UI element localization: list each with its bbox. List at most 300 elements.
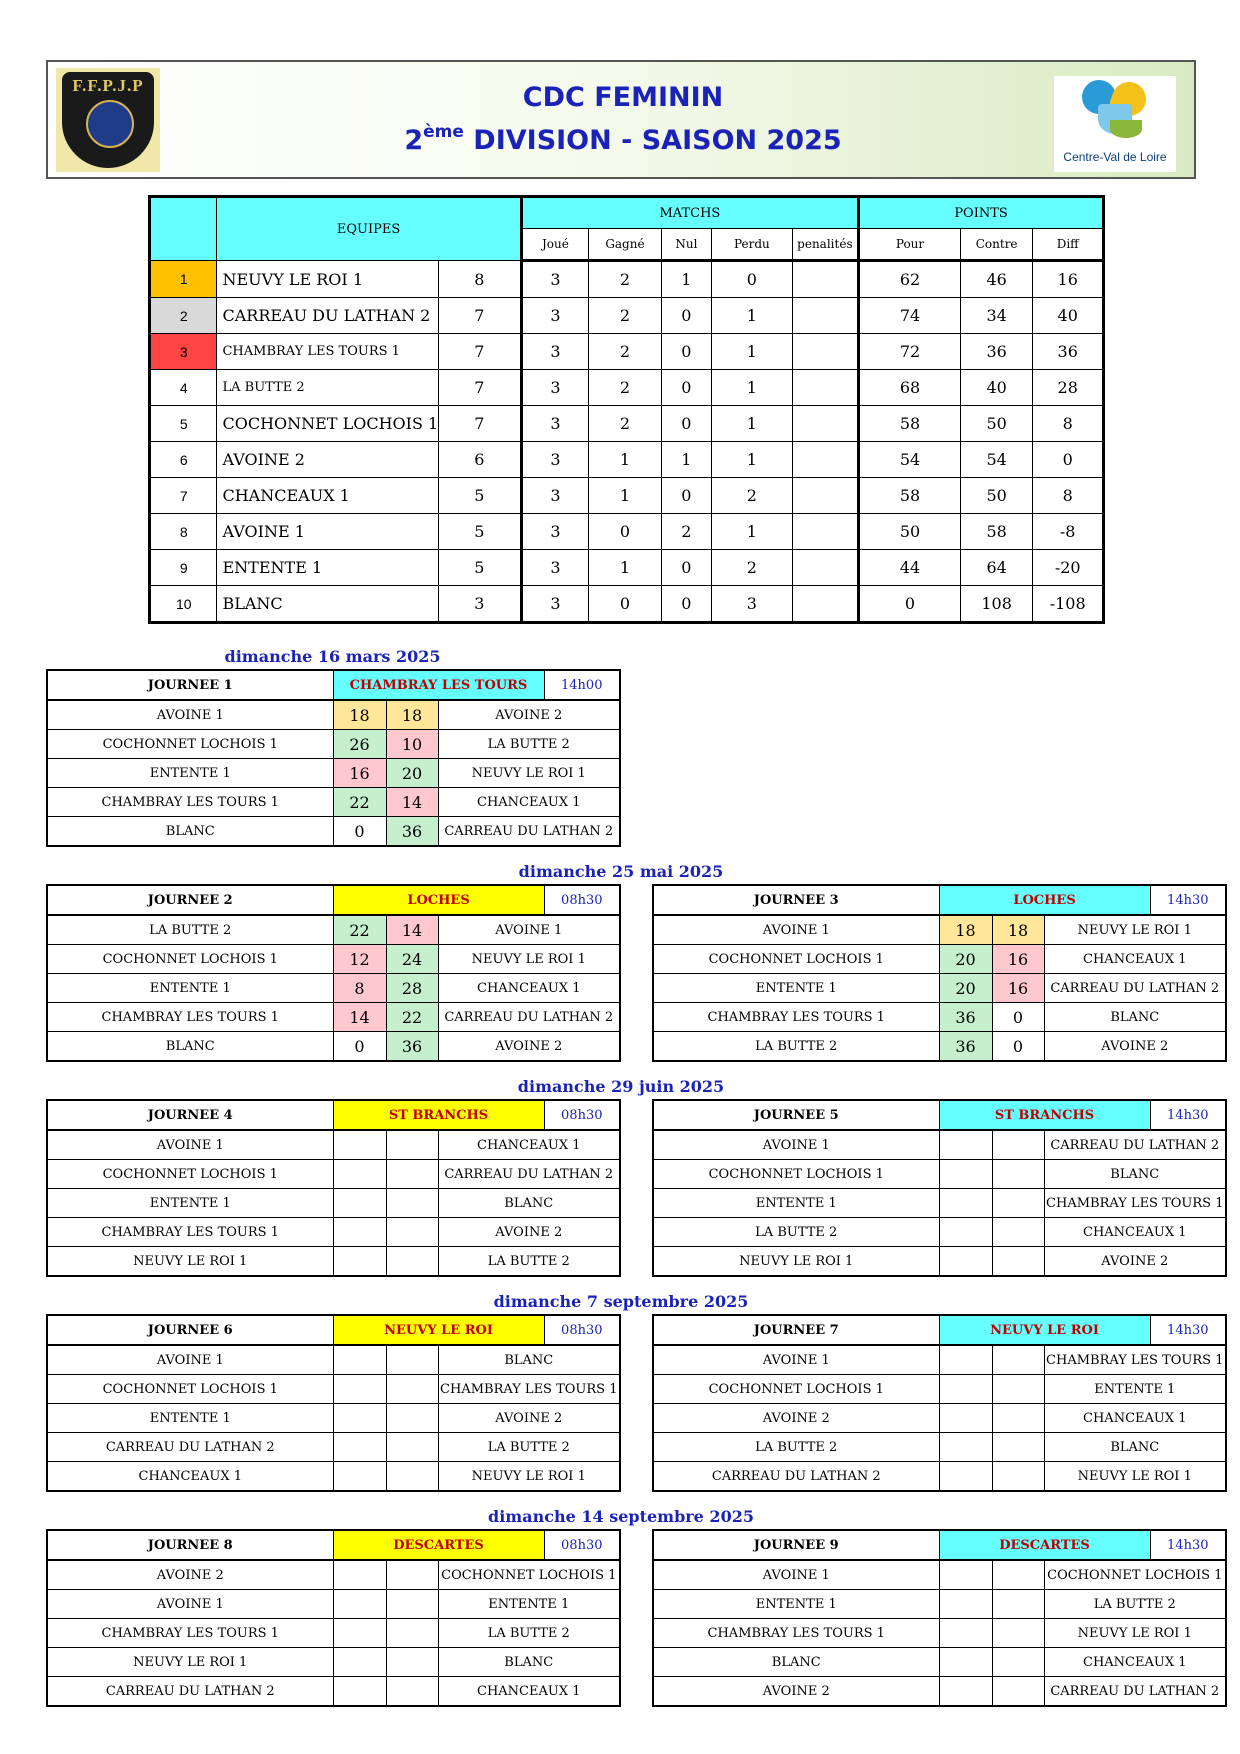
home-team: COCHONNET LOCHOIS 1: [47, 1375, 333, 1404]
home-score: [333, 1345, 386, 1375]
gagne-cell: 1: [589, 478, 662, 514]
away-score: 36: [386, 1032, 438, 1062]
match-row: [47, 1619, 620, 1648]
perdu-cell: 1: [712, 406, 793, 442]
match-row: [653, 1560, 1226, 1590]
journee-title: JOURNEE 3: [653, 885, 939, 915]
rank-cell: 2: [150, 298, 217, 334]
match-row: [653, 1648, 1226, 1677]
home-team: CARREAU DU LATHAN 2: [47, 1677, 333, 1707]
diff-cell: 8: [1033, 478, 1104, 514]
joue-cell: 3: [521, 298, 588, 334]
team-points-cell: 7: [439, 298, 522, 334]
home-team: AVOINE 1: [47, 1345, 333, 1375]
nul-header: Nul: [661, 229, 711, 261]
diff-cell: 16: [1033, 261, 1104, 298]
team-points-cell: 6: [439, 442, 522, 478]
journee-title: JOURNEE 4: [47, 1100, 333, 1130]
home-score: [939, 1189, 992, 1218]
away-team: COCHONNET LOCHOIS 1: [1044, 1560, 1226, 1590]
home-team: COCHONNET LOCHOIS 1: [47, 945, 333, 974]
home-score: [939, 1560, 992, 1590]
away-score: [992, 1130, 1044, 1160]
home-team: AVOINE 2: [653, 1404, 939, 1433]
perdu-cell: 2: [712, 550, 793, 586]
rank-cell: 4: [150, 370, 217, 406]
away-score: [386, 1433, 438, 1462]
away-score: 28: [386, 974, 438, 1003]
team-name-cell: ENTENTE 1: [217, 550, 439, 586]
match-row: [653, 1130, 1226, 1160]
home-score: [939, 1345, 992, 1375]
match-row: [47, 945, 620, 974]
away-score: [992, 1433, 1044, 1462]
away-team: AVOINE 2: [438, 1032, 620, 1062]
away-team: CARREAU DU LATHAN 2: [1044, 1130, 1226, 1160]
joue-cell: 3: [521, 550, 588, 586]
journee-time: 08h30: [544, 885, 620, 915]
team-name-cell: BLANC: [217, 586, 439, 623]
team-name-cell: LA BUTTE 2: [217, 370, 439, 406]
journee-header-row: [47, 1315, 620, 1345]
penalites-cell: [792, 298, 859, 334]
match-row: [653, 915, 1226, 945]
home-score: [333, 1619, 386, 1648]
team-points-cell: 3: [439, 586, 522, 623]
home-team: LA BUTTE 2: [47, 915, 333, 945]
home-team: BLANC: [47, 817, 333, 847]
standings-row: [150, 370, 1104, 406]
home-score: 20: [939, 945, 992, 974]
home-team: BLANC: [47, 1032, 333, 1062]
away-team: LA BUTTE 2: [438, 1619, 620, 1648]
home-team: ENTENTE 1: [47, 1404, 333, 1433]
home-score: 16: [333, 759, 386, 788]
away-team: AVOINE 2: [438, 700, 620, 730]
journee-title: JOURNEE 7: [653, 1315, 939, 1345]
home-score: 0: [333, 1032, 386, 1062]
diff-cell: 28: [1033, 370, 1104, 406]
home-team: AVOINE 2: [653, 1677, 939, 1707]
pour-cell: 50: [859, 514, 961, 550]
away-score: [386, 1247, 438, 1277]
pour-cell: 54: [859, 442, 961, 478]
match-row: [653, 1375, 1226, 1404]
gagne-header: Gagné: [589, 229, 662, 261]
home-score: 36: [939, 1003, 992, 1032]
journee-table-9: [652, 1529, 1227, 1707]
match-row: [47, 1462, 620, 1492]
home-score: [939, 1619, 992, 1648]
team-name-cell: CARREAU DU LATHAN 2: [217, 298, 439, 334]
home-score: 14: [333, 1003, 386, 1032]
journee-header-row: [47, 670, 620, 700]
penalites-header: penalités: [792, 229, 859, 261]
rank-cell: 1: [150, 261, 217, 298]
journee-title: JOURNEE 1: [47, 670, 333, 700]
equipes-header: EQUIPES: [217, 197, 521, 261]
journee-title: JOURNEE 9: [653, 1530, 939, 1560]
away-score: [386, 1218, 438, 1247]
journee-header-row: [47, 1100, 620, 1130]
standings-row: [150, 478, 1104, 514]
home-score: [333, 1160, 386, 1189]
journee-header-row: [653, 1530, 1226, 1560]
penalites-cell: [792, 442, 859, 478]
journee-header-row: [653, 885, 1226, 915]
gagne-cell: 0: [589, 586, 662, 623]
home-score: [939, 1462, 992, 1492]
away-score: [992, 1345, 1044, 1375]
match-row: [653, 1433, 1226, 1462]
contre-cell: 46: [960, 261, 1033, 298]
contre-cell: 40: [960, 370, 1033, 406]
journee-table-7: [652, 1314, 1227, 1492]
journee-venue: LOCHES: [333, 885, 544, 915]
team-points-cell: 5: [439, 550, 522, 586]
contre-cell: 54: [960, 442, 1033, 478]
team-points-cell: 7: [439, 370, 522, 406]
home-score: 22: [333, 788, 386, 817]
away-team: CHAMBRAY LES TOURS 1: [438, 1375, 620, 1404]
away-score: 22: [386, 1003, 438, 1032]
home-team: CARREAU DU LATHAN 2: [653, 1462, 939, 1492]
away-score: [386, 1130, 438, 1160]
journee-time: 14h00: [544, 670, 620, 700]
journee-time: 08h30: [544, 1100, 620, 1130]
rank-cell: 3: [150, 334, 217, 370]
rank-cell: 6: [150, 442, 217, 478]
home-team: NEUVY LE ROI 1: [653, 1247, 939, 1277]
home-team: ENTENTE 1: [47, 974, 333, 1003]
match-row: [47, 788, 620, 817]
home-score: 20: [939, 974, 992, 1003]
home-team: COCHONNET LOCHOIS 1: [653, 945, 939, 974]
standings-row: [150, 406, 1104, 442]
joue-header: Joué: [521, 229, 588, 261]
match-row: [653, 1345, 1226, 1375]
perdu-cell: 1: [712, 334, 793, 370]
leaf-green-icon: [1110, 120, 1142, 138]
home-team: COCHONNET LOCHOIS 1: [653, 1375, 939, 1404]
away-score: 16: [992, 974, 1044, 1003]
home-team: LA BUTTE 2: [653, 1433, 939, 1462]
standings-row: [150, 442, 1104, 478]
match-row: [47, 1160, 620, 1189]
away-team: CARREAU DU LATHAN 2: [1044, 974, 1226, 1003]
home-team: AVOINE 1: [47, 700, 333, 730]
penalites-cell: [792, 478, 859, 514]
home-team: BLANC: [653, 1648, 939, 1677]
gagne-cell: 2: [589, 370, 662, 406]
away-score: [386, 1462, 438, 1492]
team-points-cell: 8: [439, 261, 522, 298]
nul-cell: 2: [661, 514, 711, 550]
home-score: [939, 1404, 992, 1433]
away-team: AVOINE 2: [1044, 1247, 1226, 1277]
rank-cell: 10: [150, 586, 217, 623]
match-row: [47, 1433, 620, 1462]
home-team: COCHONNET LOCHOIS 1: [653, 1160, 939, 1189]
home-score: [939, 1648, 992, 1677]
away-team: NEUVY LE ROI 1: [1044, 915, 1226, 945]
home-score: [333, 1462, 386, 1492]
rank-cell: 8: [150, 514, 217, 550]
away-team: NEUVY LE ROI 1: [438, 1462, 620, 1492]
away-team: LA BUTTE 2: [438, 1433, 620, 1462]
contre-cell: 50: [960, 406, 1033, 442]
home-team: CARREAU DU LATHAN 2: [47, 1433, 333, 1462]
away-team: NEUVY LE ROI 1: [438, 759, 620, 788]
away-team: LA BUTTE 2: [438, 730, 620, 759]
home-score: [333, 1375, 386, 1404]
match-row: [653, 945, 1226, 974]
diff-cell: -108: [1033, 586, 1104, 623]
match-row: [47, 817, 620, 847]
diff-cell: 0: [1033, 442, 1104, 478]
match-row: [47, 1130, 620, 1160]
away-score: [992, 1218, 1044, 1247]
away-team: COCHONNET LOCHOIS 1: [438, 1560, 620, 1590]
journee-header-row: [47, 885, 620, 915]
home-team: COCHONNET LOCHOIS 1: [47, 730, 333, 759]
team-name-cell: CHANCEAUX 1: [217, 478, 439, 514]
home-team: CHAMBRAY LES TOURS 1: [47, 1619, 333, 1648]
home-score: [333, 1433, 386, 1462]
team-points-cell: 7: [439, 406, 522, 442]
home-team: CHAMBRAY LES TOURS 1: [47, 1218, 333, 1247]
home-team: CHAMBRAY LES TOURS 1: [47, 1003, 333, 1032]
team-name-cell: AVOINE 2: [217, 442, 439, 478]
journee-venue: NEUVY LE ROI: [939, 1315, 1150, 1345]
away-team: LA BUTTE 2: [438, 1247, 620, 1277]
home-team: ENTENTE 1: [653, 1590, 939, 1619]
joue-cell: 3: [521, 261, 588, 298]
home-score: [333, 1404, 386, 1433]
nul-cell: 0: [661, 334, 711, 370]
nul-cell: 0: [661, 298, 711, 334]
journee-title: JOURNEE 2: [47, 885, 333, 915]
away-score: [386, 1648, 438, 1677]
journee-venue: DESCARTES: [939, 1530, 1150, 1560]
diff-cell: -20: [1033, 550, 1104, 586]
home-team: AVOINE 1: [47, 1130, 333, 1160]
rank-header: [150, 197, 217, 261]
away-team: CHAMBRAY LES TOURS 1: [1044, 1345, 1226, 1375]
journee-title: JOURNEE 6: [47, 1315, 333, 1345]
standings-row: [150, 550, 1104, 586]
away-score: [992, 1404, 1044, 1433]
standings-table: [148, 195, 1105, 624]
journee-header-row: [47, 1530, 620, 1560]
pour-cell: 74: [859, 298, 961, 334]
perdu-cell: 1: [712, 298, 793, 334]
away-team: BLANC: [438, 1189, 620, 1218]
pour-cell: 68: [859, 370, 961, 406]
team-points-cell: 5: [439, 478, 522, 514]
away-score: 20: [386, 759, 438, 788]
home-score: [333, 1677, 386, 1707]
perdu-header: Perdu: [712, 229, 793, 261]
rank-cell: 9: [150, 550, 217, 586]
journee-table-5: [652, 1099, 1227, 1277]
standings-row: [150, 298, 1104, 334]
away-team: BLANC: [1044, 1003, 1226, 1032]
away-team: CHANCEAUX 1: [1044, 1404, 1226, 1433]
home-team: AVOINE 1: [653, 1130, 939, 1160]
nul-cell: 0: [661, 406, 711, 442]
away-score: 0: [992, 1003, 1044, 1032]
home-score: 12: [333, 945, 386, 974]
match-row: [47, 1590, 620, 1619]
diff-cell: 36: [1033, 334, 1104, 370]
match-row: [653, 1003, 1226, 1032]
journee-time: 08h30: [544, 1315, 620, 1345]
away-score: [386, 1677, 438, 1707]
match-row: [47, 1375, 620, 1404]
away-team: NEUVY LE ROI 1: [1044, 1462, 1226, 1492]
away-team: AVOINE 2: [1044, 1032, 1226, 1062]
journee-table-2: [46, 884, 621, 1062]
perdu-cell: 1: [712, 442, 793, 478]
home-team: CHAMBRAY LES TOURS 1: [653, 1003, 939, 1032]
standings-row: [150, 586, 1104, 623]
contre-cell: 50: [960, 478, 1033, 514]
logo-left-text: F.F.P.J.P: [72, 76, 144, 95]
joue-cell: 3: [521, 442, 588, 478]
date-journee-8-9: dimanche 14 septembre 2025: [488, 1507, 754, 1526]
away-team: BLANC: [438, 1648, 620, 1677]
gagne-cell: 2: [589, 406, 662, 442]
home-team: NEUVY LE ROI 1: [47, 1247, 333, 1277]
journee-header-row: [653, 1315, 1226, 1345]
page-title: CDC FEMININ: [522, 82, 724, 113]
away-score: [386, 1189, 438, 1218]
perdu-cell: 1: [712, 370, 793, 406]
home-team: AVOINE 1: [653, 915, 939, 945]
home-score: [939, 1130, 992, 1160]
home-team: ENTENTE 1: [653, 974, 939, 1003]
away-score: [386, 1160, 438, 1189]
gagne-cell: 2: [589, 298, 662, 334]
joue-cell: 3: [521, 478, 588, 514]
joue-cell: 3: [521, 586, 588, 623]
away-score: [992, 1160, 1044, 1189]
home-score: [939, 1375, 992, 1404]
match-row: [47, 974, 620, 1003]
away-team: CARREAU DU LATHAN 2: [1044, 1677, 1226, 1707]
home-score: [939, 1218, 992, 1247]
nul-cell: 0: [661, 550, 711, 586]
home-score: [333, 1648, 386, 1677]
journee-table-8: [46, 1529, 621, 1707]
joue-cell: 3: [521, 406, 588, 442]
nul-cell: 0: [661, 370, 711, 406]
away-team: CHANCEAUX 1: [1044, 1648, 1226, 1677]
journee-venue: CHAMBRAY LES TOURS: [333, 670, 544, 700]
away-score: [386, 1345, 438, 1375]
team-points-cell: 5: [439, 514, 522, 550]
away-score: 18: [386, 700, 438, 730]
nul-cell: 1: [661, 261, 711, 298]
home-score: 22: [333, 915, 386, 945]
date-journee-6-7: dimanche 7 septembre 2025: [493, 1292, 749, 1311]
journee-table-6: [46, 1314, 621, 1492]
date-journee-4-5: dimanche 29 juin 2025: [517, 1077, 725, 1096]
away-team: NEUVY LE ROI 1: [438, 945, 620, 974]
match-row: [653, 974, 1226, 1003]
home-score: [333, 1560, 386, 1590]
region-logo: [1054, 76, 1176, 172]
away-team: ENTENTE 1: [1044, 1375, 1226, 1404]
journee-venue: DESCARTES: [333, 1530, 544, 1560]
away-team: ENTENTE 1: [438, 1590, 620, 1619]
match-row: [47, 1003, 620, 1032]
region-logo-text: Centre-Val de Loire: [1063, 150, 1167, 164]
diff-cell: 8: [1033, 406, 1104, 442]
away-team: BLANC: [1044, 1433, 1226, 1462]
away-score: [386, 1619, 438, 1648]
away-score: 18: [992, 915, 1044, 945]
away-team: BLANC: [1044, 1160, 1226, 1189]
team-name-cell: COCHONNET LOCHOIS 1: [217, 406, 439, 442]
away-team: CHANCEAUX 1: [1044, 1218, 1226, 1247]
home-team: ENTENTE 1: [653, 1189, 939, 1218]
away-score: [992, 1677, 1044, 1707]
home-score: [333, 1247, 386, 1277]
away-score: [992, 1648, 1044, 1677]
page-header: [46, 60, 1196, 179]
team-name-cell: AVOINE 1: [217, 514, 439, 550]
match-row: [47, 1247, 620, 1277]
journee-table-3: [652, 884, 1227, 1062]
match-row: [47, 915, 620, 945]
match-row: [653, 1462, 1226, 1492]
home-score: [333, 1130, 386, 1160]
match-row: [653, 1404, 1226, 1433]
away-score: [386, 1590, 438, 1619]
home-score: [333, 1189, 386, 1218]
contre-cell: 108: [960, 586, 1033, 623]
home-score: 18: [333, 700, 386, 730]
home-team: AVOINE 1: [653, 1560, 939, 1590]
journee-table-1: [46, 669, 621, 847]
away-score: 0: [992, 1032, 1044, 1062]
pour-cell: 72: [859, 334, 961, 370]
home-score: 0: [333, 817, 386, 847]
home-score: [939, 1160, 992, 1189]
home-team: AVOINE 2: [47, 1560, 333, 1590]
match-row: [653, 1218, 1226, 1247]
diff-cell: -8: [1033, 514, 1104, 550]
rank-cell: 5: [150, 406, 217, 442]
journee-time: 14h30: [1150, 1530, 1226, 1560]
match-row: [47, 1677, 620, 1707]
nul-cell: 0: [661, 586, 711, 623]
penalites-cell: [792, 514, 859, 550]
gagne-cell: 0: [589, 514, 662, 550]
match-row: [653, 1677, 1226, 1707]
perdu-cell: 2: [712, 478, 793, 514]
joue-cell: 3: [521, 514, 588, 550]
standings-row: [150, 514, 1104, 550]
perdu-cell: 3: [712, 586, 793, 623]
standings-row: [150, 334, 1104, 370]
journee-title: JOURNEE 8: [47, 1530, 333, 1560]
match-row: [653, 1619, 1226, 1648]
penalites-cell: [792, 334, 859, 370]
home-score: 8: [333, 974, 386, 1003]
